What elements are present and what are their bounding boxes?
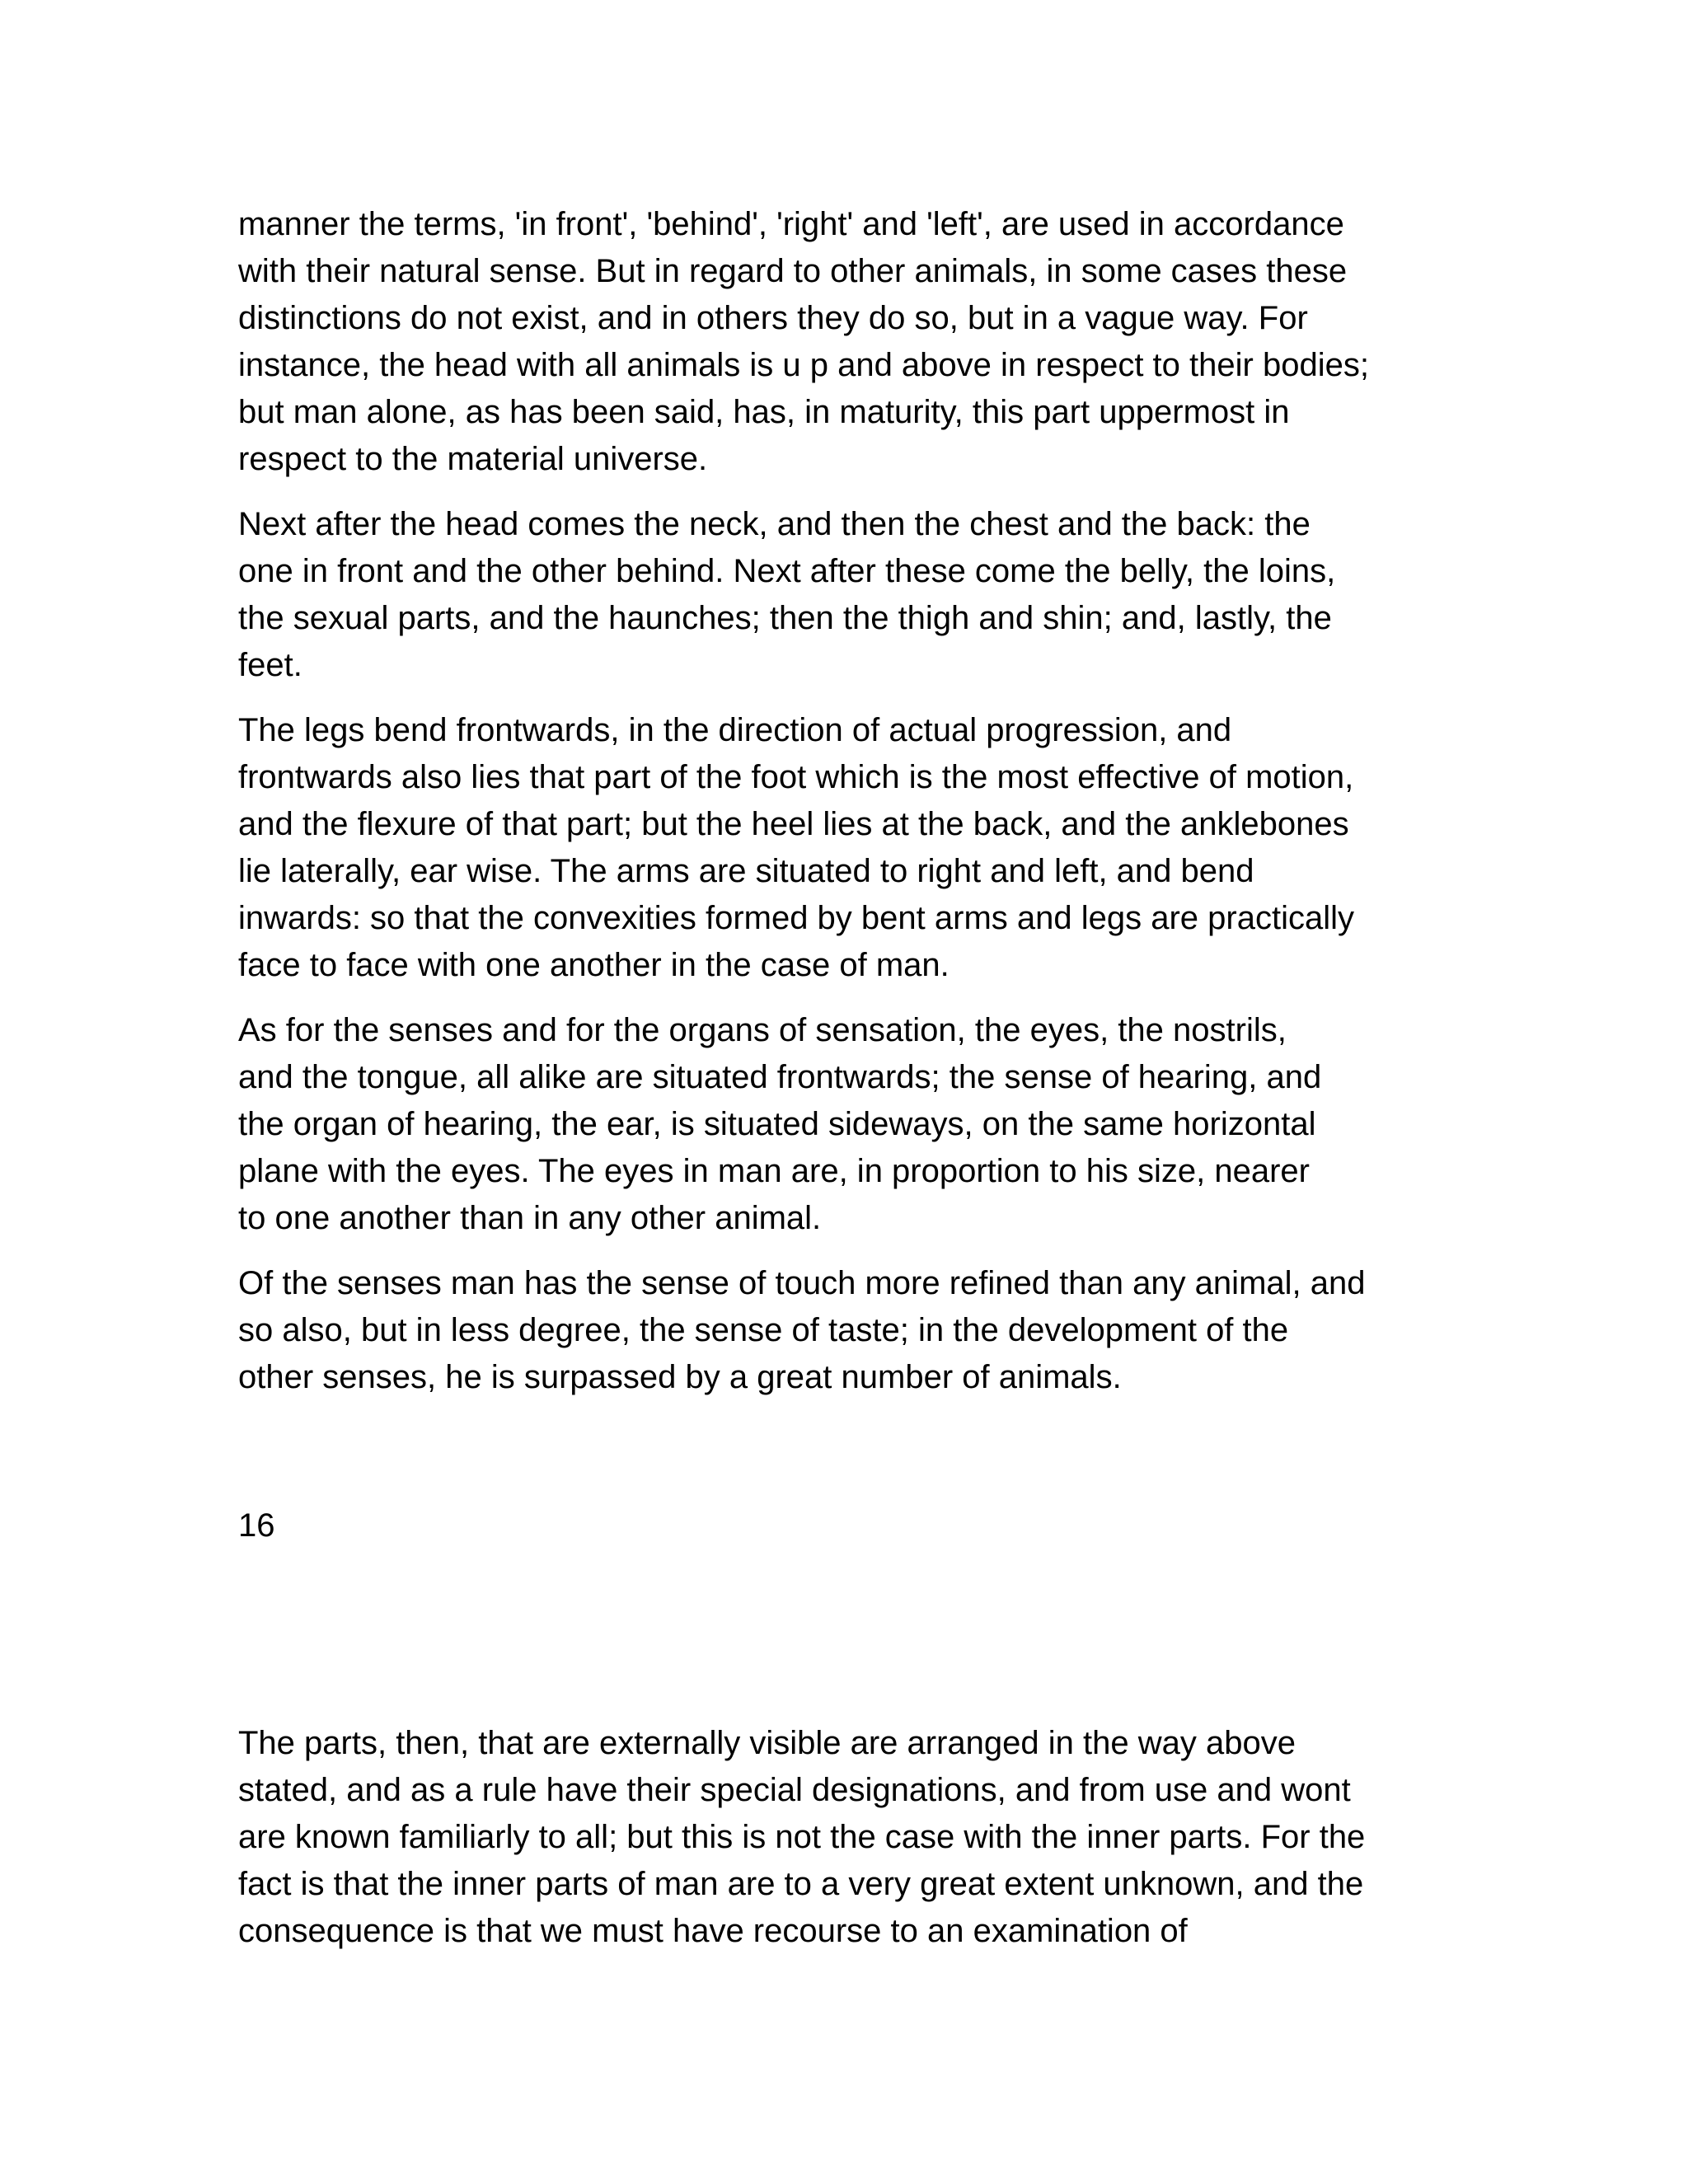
paragraph (238, 1260, 1475, 1401)
text-line: plane with the eyes. The eyes in man are, in proportion to his size, nearer (238, 1153, 1310, 1189)
text-line: the organ of hearing, the ear, is situated sideways, on the same horizontal (238, 1106, 1316, 1142)
paragraph (238, 707, 1475, 989)
text-line: lie laterally, ear wise. The arms are situated to right and left, and bend (238, 853, 1254, 889)
text-line: one in front and the other behind. Next after these come the belly, the loins, (238, 553, 1336, 589)
text-line: so also, but in less degree, the sense of taste; in the development of the (238, 1312, 1289, 1348)
paragraph (238, 501, 1475, 689)
text-line: and the flexure of that part; but the heel lies at the back, and the anklebones (238, 806, 1349, 842)
text-line: face to face with one another in the case of man. (238, 947, 950, 983)
paragraph (238, 201, 1475, 483)
text-line: instance, the head with all animals is u p and above in respect to their bodies; (238, 347, 1369, 383)
text-line: The parts, then, that are externally visible are arranged in the way above (238, 1725, 1296, 1761)
text-line: fact is that the inner parts of man are to a very great extent unknown, and the (238, 1866, 1364, 1902)
paragraph (238, 1720, 1475, 1955)
text-line: but man alone, as has been said, has, in maturity, this part uppermost in (238, 394, 1290, 430)
text-line: consequence is that we must have recourse to an examination of (238, 1913, 1188, 1949)
text-line: stated, and as a rule have their special designations, and from use and wont (238, 1772, 1351, 1808)
body-text-before-section (238, 201, 1475, 1401)
text-line: the sexual parts, and the haunches; then the thigh and shin; and, lastly, the (238, 600, 1332, 636)
text-line: As for the senses and for the organs of sensation, the eyes, the nostrils, (238, 1012, 1287, 1048)
text-line: manner the terms, 'in front', 'behind', 'right' and 'left', are used in accordance (238, 206, 1344, 242)
text-line: The legs bend frontwards, in the direction of actual progression, and (238, 712, 1232, 748)
paragraph (238, 1007, 1475, 1242)
text-line: frontwards also lies that part of the foot which is the most effective of motion, (238, 759, 1354, 795)
section-number: 16 (238, 1507, 275, 1544)
text-line: with their natural sense. But in regard to other animals, in some cases these (238, 253, 1348, 289)
text-line: Next after the head comes the neck, and then the chest and the back: the (238, 506, 1311, 542)
text-line: feet. (238, 647, 302, 683)
text-line: distinctions do not exist, and in others they do so, but in a vague way. For (238, 300, 1308, 336)
text-line: are known familiarly to all; but this is not the case with the inner parts. For the (238, 1819, 1366, 1855)
body-text-after-section (238, 1720, 1475, 1955)
text-line: other senses, he is surpassed by a great number of animals. (238, 1359, 1122, 1395)
text-line: to one another than in any other animal. (238, 1200, 822, 1236)
text-line: respect to the material universe. (238, 441, 708, 477)
text-line: inwards: so that the convexities formed by bent arms and legs are practically (238, 900, 1354, 936)
text-line: and the tongue, all alike are situated frontwards; the sense of hearing, and (238, 1059, 1322, 1095)
text-line: Of the senses man has the sense of touch more refined than any animal, and (238, 1265, 1366, 1301)
